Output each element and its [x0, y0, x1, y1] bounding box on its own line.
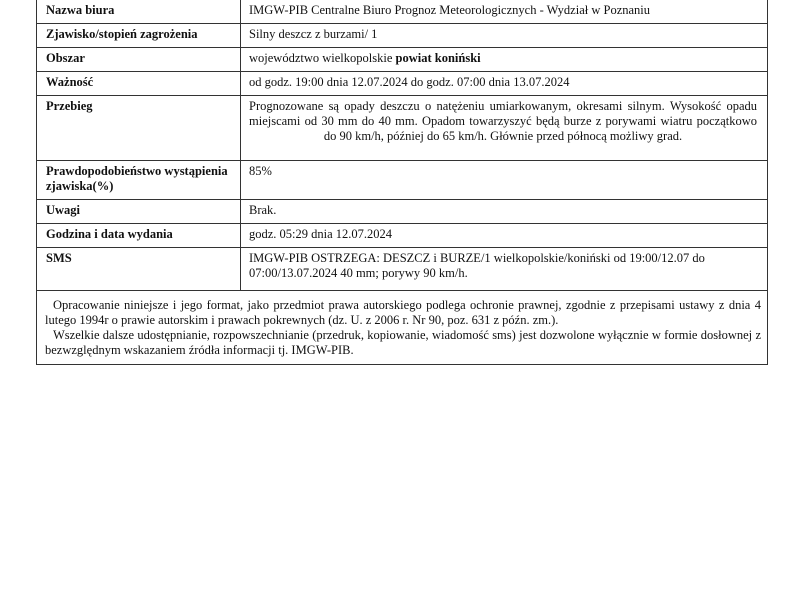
table-row-issued [37, 224, 767, 248]
usage-paragraph: Wszelkie dalsze udostępnianie, rozpowszechnianie (przedruk, kopiowanie, wiadomość sms) jest dozwolone wyłącznie w formie dosłownej z bezwzględnym wskazaniem źródła informacji tj. IMGW-PIB. [45, 328, 761, 357]
row-label: Ważność [37, 72, 241, 96]
row-label: Przebieg [37, 96, 241, 161]
row-label: Nazwa biura [37, 0, 241, 24]
row-value [241, 48, 768, 72]
row-value: IMGW-PIB Centralne Biuro Prognoz Meteorologicznych - Wydział w Poznaniu [241, 0, 768, 24]
row-label: Zjawisko/stopień zagrożenia [37, 24, 241, 48]
table-row-course [37, 96, 767, 161]
table-row-probability [37, 161, 767, 200]
warning-table [37, 0, 767, 291]
table-row-sms [37, 248, 767, 291]
row-label: Godzina i data wydania [37, 224, 241, 248]
table-row-phenomenon [37, 24, 767, 48]
area-county: powiat koniński [395, 51, 481, 65]
row-label: Prawdopodobieństwo wystąpienia zjawiska(%) [37, 161, 241, 200]
row-value: IMGW-PIB OSTRZEGA: DESZCZ i BURZE/1 wielkopolskie/koniński od 19:00/12.07 do 07:00/13.07.2024 40 mm; porywy 90 km/h. [241, 248, 768, 291]
warning-document [36, 0, 768, 365]
table-row-validity [37, 72, 767, 96]
row-label: SMS [37, 248, 241, 291]
row-value: Brak. [241, 200, 768, 224]
copyright-paragraph: Opracowanie niniejsze i jego format, jako przedmiot prawa autorskiego podlega ochronie prawnej, zgodnie z przepisami ustawy z dnia 4 lutego 1994r o prawie autorskim i prawach pokrewnych (dz. U. z 2006 r. Nr 90, poz. 631 z późn. zm.). [45, 298, 761, 327]
row-value: 85% [241, 161, 768, 200]
row-value: Prognozowane są opady deszczu o natężeniu umiarkowanym, okresami silnym. Wysokość opadu miejscami od 30 mm do 40 mm. Opadom towarzyszyć będą burze z porywami wiatru początkowo do 90 km/h, później do 65 km/h. Głównie przed północą możliwy grad. [241, 96, 768, 161]
copyright-footer [37, 291, 767, 364]
row-label: Obszar [37, 48, 241, 72]
table-row-office [37, 0, 767, 24]
row-value: od godz. 19:00 dnia 12.07.2024 do godz. 07:00 dnia 13.07.2024 [241, 72, 768, 96]
row-label: Uwagi [37, 200, 241, 224]
area-region: województwo wielkopolskie [249, 51, 396, 65]
table-row-remarks [37, 200, 767, 224]
table-row-area [37, 48, 767, 72]
row-value: godz. 05:29 dnia 12.07.2024 [241, 224, 768, 248]
row-value: Silny deszcz z burzami/ 1 [241, 24, 768, 48]
